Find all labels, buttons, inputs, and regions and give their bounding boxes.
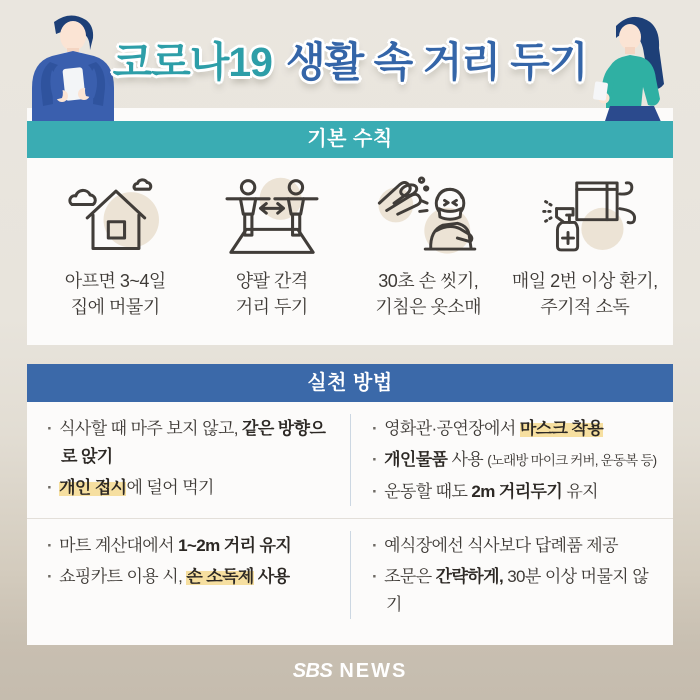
practice-column-right (350, 532, 659, 622)
handwash-icon (350, 172, 507, 260)
practice-item (372, 478, 657, 506)
title-covid19: 코로나19 (112, 39, 272, 85)
title-distancing: 생활 속 거리 두기 (286, 39, 588, 85)
text-segment: (노래방 마이크 커버, 운동복 등) (487, 453, 657, 468)
text-segment: 1~2m 거리 유지 (178, 536, 292, 555)
text-segment: 에 덜어 먹기 (126, 478, 214, 497)
practice-group (27, 518, 673, 631)
text-segment: 같은 방향으로 앉기 (61, 419, 326, 466)
text-segment: 운동할 때도 (384, 482, 472, 501)
text-segment: 아프면 3~4일 (64, 271, 166, 291)
footer-logo (0, 660, 700, 683)
text-segment: 집에 머물기 (70, 297, 160, 317)
text-segment: 개인 접시 (59, 478, 127, 497)
text-segment: 양팔 간격 (235, 271, 308, 291)
text-segment: 마트 계산대에서 (59, 536, 179, 555)
text-segment: 거리 두기 (235, 297, 308, 317)
text-segment: 손 소독제 (186, 567, 254, 586)
text-segment: 소독 (595, 297, 630, 317)
news-logo-text: NEWS (339, 660, 408, 682)
rule-item (37, 172, 194, 320)
text-segment: 간략하게, (435, 567, 504, 586)
practice-column-left (41, 532, 350, 622)
text-segment: 2m 거리두기 (471, 482, 563, 501)
practice-header: 실천 방법 (27, 364, 673, 402)
text-segment: 환기, (619, 271, 658, 291)
practice-group (27, 402, 673, 518)
practice-item (372, 563, 657, 619)
rule-label (37, 268, 194, 320)
text-segment: 식사할 때 마주 보지 않고, (59, 419, 243, 438)
text-segment: 옷소매 (430, 297, 482, 317)
rule-label (194, 268, 351, 320)
practice-item (372, 415, 657, 443)
rule-label (350, 268, 507, 320)
rule-label (507, 268, 664, 320)
practice-item (372, 532, 657, 560)
practice-item (47, 532, 332, 560)
ventilation-icon (507, 172, 664, 260)
text-segment: 30초 (378, 271, 419, 291)
text-segment: 사용 (447, 450, 488, 469)
text-segment: 조문은 (384, 567, 436, 586)
text-segment: 유지 (562, 482, 598, 501)
page-title (0, 40, 700, 85)
practice-item (372, 446, 657, 475)
practice-column-left (41, 415, 350, 509)
practice-item (47, 563, 332, 591)
text-segment: 예식장에선 식사보다 답례품 제공 (384, 536, 618, 555)
distance-icon (194, 172, 351, 260)
text-segment: 개인물품 (384, 450, 448, 469)
text-segment: 마스크 착용 (519, 419, 604, 438)
text-segment: 30분 이상 머물지 않기 (386, 567, 649, 614)
text-segment: 기침은 (375, 297, 431, 317)
text-segment: 영화관·공연장에서 (384, 419, 520, 438)
practice-card (27, 402, 673, 645)
text-segment: 쇼핑카트 이용 시, (59, 567, 187, 586)
practice-item (47, 415, 332, 471)
practice-item (47, 474, 332, 502)
rule-item (350, 172, 507, 320)
practice-column-right (350, 415, 659, 509)
text-segment: 매일 2번 이상 (511, 271, 620, 291)
basic-rules-header: 기본 수칙 (27, 121, 673, 158)
house-icon (37, 172, 194, 260)
text-segment: 사용 (257, 567, 290, 586)
text-segment: 손 씻기, (418, 271, 479, 291)
rule-item (507, 172, 664, 320)
rule-item (194, 172, 351, 320)
sbs-logo: SBS (292, 660, 333, 682)
text-segment: 주기적 (540, 297, 596, 317)
